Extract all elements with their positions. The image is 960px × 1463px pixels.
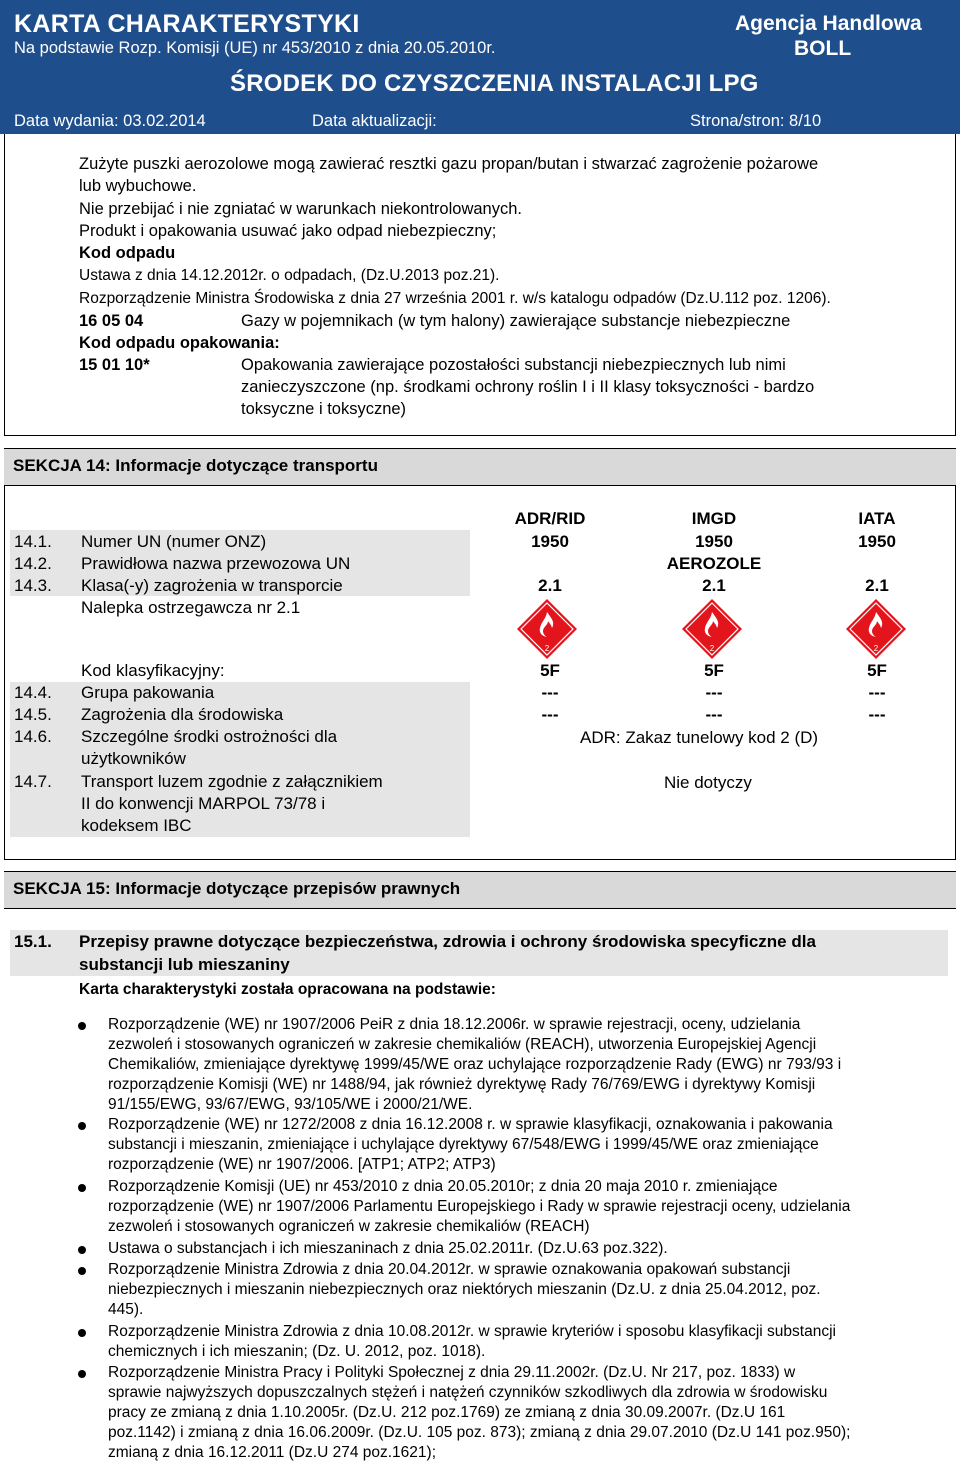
regulation-text-line: 91/155/EWG, 93/67/EWG, 93/105/WE i 2000/21/WE.	[108, 1096, 473, 1113]
section-15-title: SEKCJA 15: Informacje dotyczące przepisów prawnych	[13, 879, 461, 898]
column-header: ADR/RID	[514, 509, 586, 528]
column-header: IMGD	[691, 509, 737, 528]
packing-group: ---	[868, 683, 886, 702]
agency-brand: BOLL	[794, 37, 852, 60]
bullet-icon	[78, 1022, 86, 1030]
regulation-text-line: Rozporządzenie (WE) nr 1272/2008 z dnia 16.12.2008 r. w sprawie klasyfikacji, oznakowania i pakowania	[108, 1116, 833, 1133]
regulation-text-line: niebezpiecznych i mieszanin niebezpiecznych oraz niektórych mieszanin (Dz.U. z dnia 25.04.2012, poz.	[108, 1281, 821, 1298]
section-15-heading	[4, 871, 956, 909]
product-name: ŚRODEK DO CZYSZCZENIA INSTALACJI LPG	[230, 70, 759, 97]
row-number: 14.2.	[14, 554, 52, 573]
row-number: 14.1.	[14, 532, 52, 551]
row-label: użytkowników	[81, 749, 186, 768]
waste-code-description: Gazy w pojemnikach (w tym halony) zawierające substancje niebezpieczne	[241, 312, 791, 330]
diamond-class-number: 2	[873, 644, 879, 653]
regulation-reference: Na podstawie Rozp. Komisji (UE) nr 453/2010 z dnia 20.05.2010r.	[14, 39, 496, 57]
law-reference: Ustawa z dnia 14.12.2012r. o odpadach, (Dz.U.2013 poz.21).	[79, 267, 500, 284]
row-label: Szczególne środki ostrożności dla	[81, 727, 338, 746]
packing-group: ---	[541, 683, 559, 702]
subsection-title: substancji lub mieszaniny	[79, 955, 290, 974]
row-label: Zagrożenia dla środowiska	[81, 705, 284, 724]
basis-label: Karta charakterystyki została opracowana na podstawie:	[79, 981, 496, 998]
hazard-class: 2.1	[702, 576, 726, 595]
flammable-gas-diamond-icon	[516, 598, 578, 660]
regulation-text-line: rozporządzenie (WE) nr 1907/2006. [ATP1; ATP2; ATP3)	[108, 1156, 496, 1173]
document-title: KARTA CHARAKTERYSTYKI	[14, 10, 360, 38]
regulation-text-line: Rozporządzenie Komisji (UE) nr 453/2010 z dnia 20.05.2010r; z dnia 20 maja 2010 r. zmieniające	[108, 1178, 778, 1195]
regulation-text-line: sprawie najwyższych dopuszczalnych stężeń i natężeń czynników szkodliwych dla zdrowia w środowisku	[108, 1384, 828, 1401]
bullet-icon	[78, 1370, 86, 1378]
diamond-class-number: 2	[709, 644, 715, 653]
issue-date: Data wydania: 03.02.2014	[14, 112, 206, 130]
bullet-icon	[78, 1329, 86, 1337]
bullet-icon	[78, 1184, 86, 1192]
row-label: Klasa(-y) zagrożenia w transporcie	[81, 576, 343, 595]
regulation-text-line: zezwoleń i stosowanych ograniczeń w zakresie chemikaliów (REACH)	[108, 1218, 590, 1235]
bullet-icon	[78, 1267, 86, 1275]
packaging-code-description: toksyczne i toksyczne)	[241, 400, 407, 418]
agency-name: Agencja Handlowa	[735, 12, 922, 35]
classification-code: 5F	[867, 661, 887, 680]
regulation-text-line: poz.1142) i zmianą z dnia 16.06.2009r. (Dz.U. 105 poz. 873); zmianą z dnia 29.07.2010 (Dz.U 141 poz.950);	[108, 1424, 851, 1441]
document-header	[0, 0, 960, 134]
special-precautions: ADR: Zakaz tunelowy kod 2 (D)	[580, 728, 819, 747]
packaging-code-label: Kod odpadu opakowania:	[79, 334, 280, 352]
packaging-code: 15 01 10*	[79, 356, 150, 374]
column-header: IATA	[858, 509, 896, 528]
hazard-class: 2.1	[538, 576, 562, 595]
environmental-hazard: ---	[868, 705, 886, 724]
row-label: Nalepka ostrzegawcza nr 2.1	[81, 598, 301, 617]
diamond-class-number: 2	[544, 644, 550, 653]
regulation-text-line: zezwoleń i stosowanych ograniczeń w zakresie chemikaliów (REACH), utworzenia Europejskiej Agencji	[108, 1036, 817, 1053]
row-number: 14.7.	[14, 772, 52, 791]
waste-code-label: Kod odpadu	[79, 244, 176, 262]
regulation-text-line: substancji i mieszanin, zmieniające i uchylające dyrektywy 67/548/EWG i 1999/45/WE oraz zmieniające	[108, 1136, 819, 1153]
shipping-name: AEROZOLE	[666, 554, 762, 573]
packing-group: ---	[705, 683, 723, 702]
subsection-title: Przepisy prawne dotyczące bezpieczeństwa, zdrowia i ochrony środowiska specyficzne dla	[79, 932, 816, 951]
bullet-icon	[78, 1246, 86, 1254]
regulation-text-line: chemicznych i ich mieszanin; (Dz. U. 2012, poz. 1018).	[108, 1343, 486, 1360]
flammable-gas-diamond-icon	[845, 598, 907, 660]
flammable-gas-diamond-icon	[681, 598, 743, 660]
bulk-transport: Nie dotyczy	[664, 773, 752, 792]
row-label: kodeksem IBC	[81, 816, 192, 835]
regulation-text-line: zmianą z dnia 16.12.2011 (Dz.U 274 poz.1621);	[108, 1444, 436, 1461]
regulation-text-line: rozporządzenie (WE) nr 1907/2006 Parlamentu Europejskiego i Rady w sprawie rejestracji oceny, udzielania	[108, 1198, 851, 1215]
environmental-hazard: ---	[541, 705, 559, 724]
packaging-code-description: zanieczyszczone (np. środkami ochrony roślin I i II klasy toksyczności - bardzo	[241, 378, 815, 396]
regulation-text-line: 445).	[108, 1301, 144, 1318]
row-number: 14.6.	[14, 727, 52, 746]
row-number: 14.3.	[14, 576, 52, 595]
bullet-icon	[78, 1122, 86, 1130]
row-label: Kod klasyfikacyjny:	[81, 661, 225, 680]
row-number: 14.5.	[14, 705, 52, 724]
text-line: Produkt i opakowania usuwać jako odpad niebezpieczny;	[79, 222, 497, 240]
row-label: Grupa pakowania	[81, 683, 215, 702]
regulation-text-line: pracy ze zmianą z dnia 1.10.2005r. (Dz.U. 212 poz.1769) ze zmianą z dnia 30.09.2007r. (Dz.U 161	[108, 1404, 786, 1421]
text-line: lub wybuchowe.	[79, 177, 197, 195]
law-reference: Rozporządzenie Ministra Środowiska z dnia 27 września 2001 r. w/s katalogu odpadów (Dz.U.112 poz. 1206).	[79, 290, 831, 307]
update-date: Data aktualizacji:	[312, 112, 437, 130]
row-label: Transport luzem zgodnie z załącznikiem	[81, 772, 383, 791]
hazard-class: 2.1	[865, 576, 889, 595]
regulation-text-line: Rozporządzenie Ministra Zdrowia z dnia 10.08.2012r. w sprawie kryteriów i sposobu klasyfikacji substancji	[108, 1323, 836, 1340]
page-number: Strona/stron: 8/10	[690, 112, 822, 130]
waste-code: 16 05 04	[79, 312, 144, 330]
packaging-code-description: Opakowania zawierające pozostałości substancji niebezpiecznych lub nimi	[241, 356, 786, 374]
regulation-text-line: Rozporządzenie Ministra Zdrowia z dnia 20.04.2012r. w sprawie oznakowania opakowań substancji	[108, 1261, 791, 1278]
row-label: Prawidłowa nazwa przewozowa UN	[81, 554, 351, 573]
row-label: II do konwencji MARPOL 73/78 i	[81, 794, 326, 813]
regulation-text-line: Ustawa o substancjach i ich mieszaninach z dnia 25.02.2011r. (Dz.U.63 poz.322).	[108, 1240, 668, 1257]
classification-code: 5F	[540, 661, 560, 680]
regulation-text-line: rozporządzenie Komisji (WE) nr 1488/94, jak również dyrektywę Rady 76/769/EWG i dyrektywy Komisji	[108, 1076, 816, 1093]
un-number: 1950	[858, 532, 896, 551]
row-number: 14.4.	[14, 683, 52, 702]
text-line: Zużyte puszki aerozolowe mogą zawierać resztki gazu propan/butan i stwarzać zagrożenie pożarowe	[79, 155, 819, 173]
regulation-text-line: Rozporządzenie Ministra Pracy i Polityki Społecznej z dnia 29.11.2002r. (Dz.U. Nr 217, poz. 1833) w	[108, 1364, 796, 1381]
regulation-text-line: Chemikaliów, zmieniające dyrektywę 1999/45/WE oraz uchylające rozporządzenie Rady (EWG) nr 793/93 i	[108, 1056, 842, 1073]
environmental-hazard: ---	[705, 705, 723, 724]
classification-code: 5F	[704, 661, 724, 680]
subsection-number: 15.1.	[14, 932, 52, 951]
section-14-heading	[4, 448, 956, 486]
section-14-title: SEKCJA 14: Informacje dotyczące transportu	[13, 456, 378, 475]
un-number: 1950	[695, 532, 733, 551]
row-label: Numer UN (numer ONZ)	[81, 532, 267, 551]
un-number: 1950	[531, 532, 569, 551]
text-line: Nie przebijać i nie zgniatać w warunkach niekontrolowanych.	[79, 200, 522, 218]
regulation-text-line: Rozporządzenie (WE) nr 1907/2006 PeiR z dnia 18.12.2006r. w sprawie rejestracji, oceny, udzielania	[108, 1016, 801, 1033]
